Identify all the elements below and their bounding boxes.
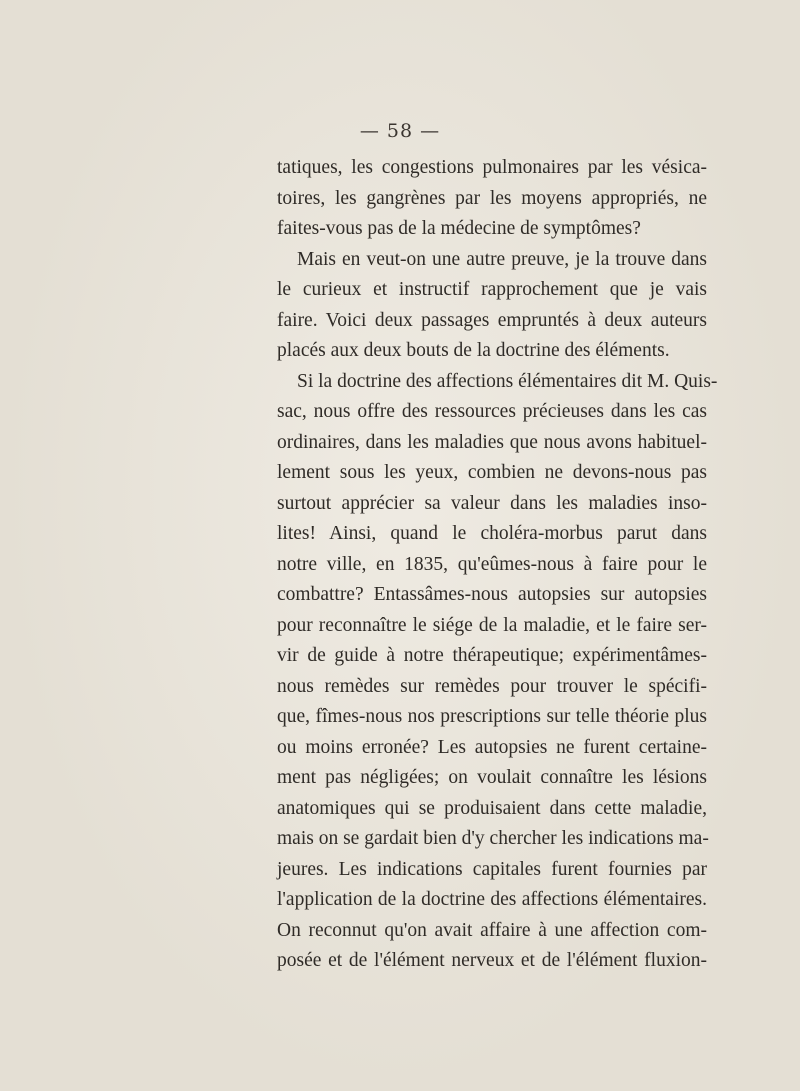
text-line: lement sous les yeux, combien ne devons-nous pas: [277, 462, 707, 483]
text-line: ment pas négligées; on voulait connaître les lésions: [277, 767, 707, 788]
text-line: pour reconnaître le siége de la maladie, et le faire ser-: [277, 614, 707, 636]
text-line: ou moins erronée? Les autopsies ne furent certaine-: [277, 736, 707, 758]
text-line: tatiques, les congestions pulmonaires par les vésica-: [277, 157, 707, 178]
text-line: surtout apprécier sa valeur dans les maladies inso-: [277, 492, 707, 514]
text-line: combattre? Entassâmes-nous autopsies sur autopsies: [277, 584, 707, 605]
text-line: sac, nous offre des ressources précieuses dans les cas: [277, 401, 707, 422]
text-line: On reconnut qu'on avait affaire à une affection com-: [277, 919, 707, 941]
text-line: notre ville, en 1835, qu'eûmes-nous à faire pour le: [277, 553, 707, 575]
text-line: nous remèdes sur remèdes pour trouver le spécifi-: [277, 675, 707, 697]
page-number: — 58 —: [359, 120, 441, 142]
text-line: ordinaires, dans les maladies que nous avons habituel-: [277, 431, 707, 453]
text-line: lites! Ainsi, quand le choléra-morbus parut dans: [277, 523, 707, 544]
text-line: placés aux deux bouts de la doctrine des éléments.: [277, 340, 670, 361]
text-line: Si la doctrine des affections élémentaires dit M. Quis-: [297, 370, 718, 392]
text-line: mais on se gardait bien d'y chercher les indications ma-: [277, 828, 709, 849]
text-line: jeures. Les indications capitales furent fournies par: [277, 858, 707, 880]
text-line: toires, les gangrènes par les moyens appropriés, ne: [277, 187, 707, 209]
text-line: anatomiques qui se produisaient dans cette maladie,: [277, 797, 707, 819]
text-line: posée et de l'élément nerveux et de l'élément fluxion-: [277, 950, 707, 971]
text-line: le curieux et instructif rapprochement que je vais: [277, 279, 707, 300]
text-line: Mais en veut-on une autre preuve, je la trouve dans: [297, 248, 707, 270]
text-line: faire. Voici deux passages empruntés à deux auteurs: [277, 309, 707, 331]
text-line: vir de guide à notre thérapeutique; expérimentâmes-: [277, 645, 707, 666]
text-line: faites-vous pas de la médecine de symptômes?: [277, 218, 641, 239]
text-line: que, fîmes-nous nos prescriptions sur telle théorie plus: [277, 706, 707, 727]
text-line: l'application de la doctrine des affections élémentaires.: [277, 889, 707, 910]
body-text: [277, 153, 718, 977]
